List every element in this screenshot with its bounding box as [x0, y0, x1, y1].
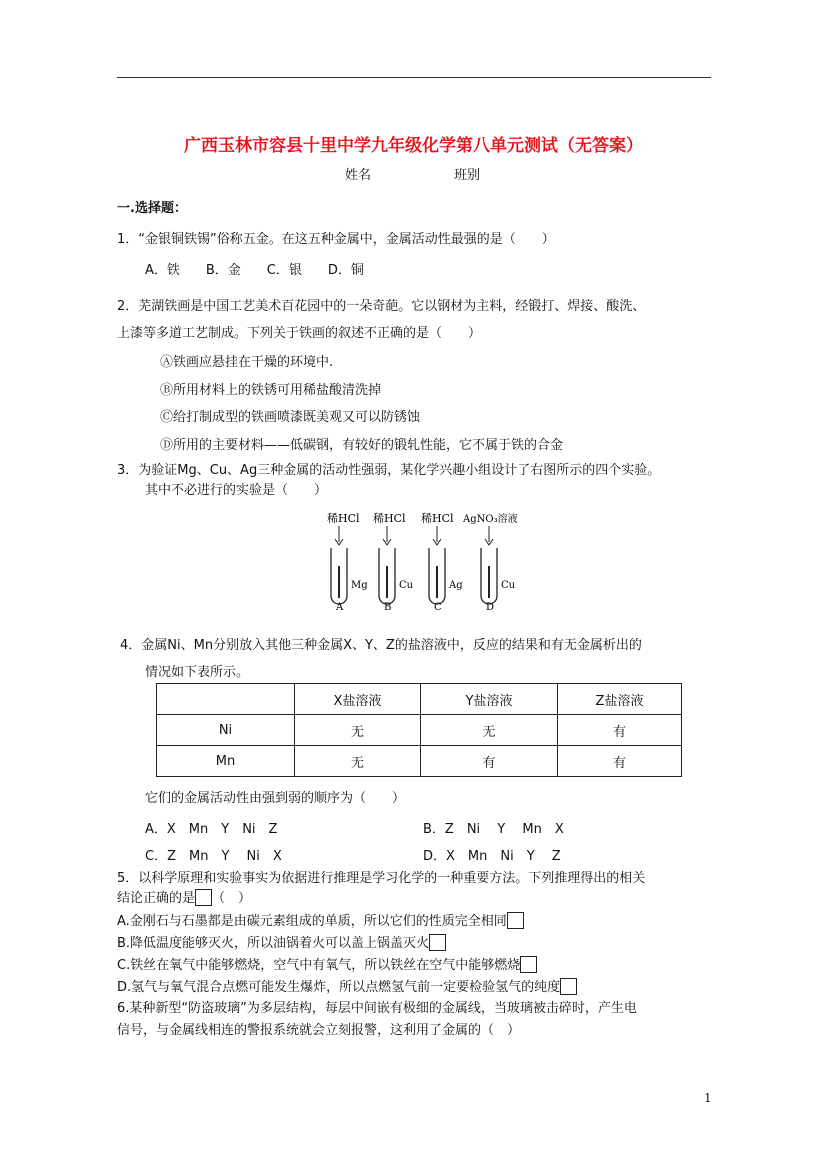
table-cell: 无	[295, 715, 421, 746]
name-label: 姓名	[345, 168, 372, 183]
q6-stem-line2: 信号，与金属线相连的警报系统就会立刻报警，这利用了金属的（ ）	[117, 1023, 521, 1038]
tube-a-metal: Mg	[351, 580, 368, 591]
q3-stem-line2: 其中不必进行的实验是（ ）	[145, 483, 328, 498]
table-row	[157, 715, 682, 746]
table-header-cell: Z盐溶液	[558, 684, 682, 715]
answer-box[interactable]	[429, 934, 446, 951]
tube-d-metal: Cu	[501, 580, 516, 591]
tube-c	[421, 511, 463, 613]
answer-box[interactable]	[507, 912, 524, 929]
q2-stem-line1: 2．芜湖铁画是中国工艺美术百花园中的一朵奇葩。它以钢材为主料，经锻打、焊接、酸洗、	[117, 299, 646, 314]
test-tubes-figure	[325, 506, 535, 614]
header-rule	[117, 77, 711, 78]
results-table	[156, 683, 682, 777]
q2-option-c: Ⓒ给打制成型的铁画喷漆既美观又可以防锈蚀	[160, 410, 421, 425]
tube-a-letter: A	[336, 602, 344, 613]
q1-stem: 1．“金银铜铁锡”俗称五金。在这五种金属中，金属活动性最强的是（ ）	[117, 232, 555, 247]
table-header-cell: Y盐溶液	[421, 684, 558, 715]
q5-option-b	[117, 932, 446, 951]
q2-stem-line2: 上漆等多道工艺制成。下列关于铁画的叙述不正确的是（ ）	[117, 326, 482, 341]
tube-b-metal: Cu	[399, 580, 414, 591]
answer-box[interactable]	[195, 889, 212, 906]
tube-b-reagent: 稀HCl	[373, 512, 406, 525]
q5-option-b-text: B.降低温度能够灭火，所以油锅着火可以盖上锅盖灭火	[117, 936, 430, 951]
answer-box[interactable]	[560, 978, 577, 995]
table-cell: 无	[295, 746, 421, 777]
q5-option-d-text: D.氢气与氧气混合点燃可能发生爆炸，所以点燃氢气前一定要检验氢气的纯度	[117, 980, 561, 995]
tube-d-reagent: AgNO₃溶液	[463, 514, 518, 525]
q4-stem-line1: 4．金属Ni、Mn分别放入其他三种金属X、Y、Z的盐溶液中，反应的结果和有无金属析出的	[120, 638, 642, 653]
tube-a-reagent: 稀HCl	[327, 512, 360, 525]
table-cell: Mn	[157, 746, 295, 777]
q5-option-c-text: C.铁丝在氧气中能够燃烧，空气中有氧气，所以铁丝在空气中能够燃烧	[117, 958, 521, 973]
q4-option-b: B．Z Ni Y Mn X	[423, 822, 564, 837]
table-header-cell: X盐溶液	[295, 684, 421, 715]
tube-d-letter: D	[486, 602, 495, 613]
q5-option-d	[117, 976, 577, 995]
q4-option-a: A．X Mn Y Ni Z	[145, 822, 278, 837]
q5-option-a	[117, 910, 524, 929]
q5-stem-line2	[117, 887, 251, 906]
table-cell: Ni	[157, 715, 295, 746]
section-heading: 一.选择题：	[117, 201, 187, 216]
tube-c-metal: Ag	[449, 580, 463, 591]
q2-option-b: Ⓑ所用材料上的铁锈可用稀盐酸清洗掉	[160, 383, 382, 398]
q4-question: 它们的金属活动性由强到弱的顺序为（ ）	[145, 791, 406, 806]
q2-option-a: Ⓐ铁画应悬挂在干燥的环境中.	[160, 355, 334, 370]
table-header-cell	[157, 684, 295, 715]
table-row	[157, 746, 682, 777]
page-number: 1	[704, 1091, 712, 1105]
tube-b-letter: B	[384, 602, 392, 613]
q5-stem-line1: 5．以科学原理和实验事实为依据进行推理是学习化学的一种重要方法。下列推理得出的相关	[117, 871, 646, 886]
q4-option-d: D．X Mn Ni Y Z	[423, 849, 561, 864]
table-cell: 无	[421, 715, 558, 746]
q5-option-a-text: A.金刚石与石墨都是由碳元素组成的单质，所以它们的性质完全相同	[117, 914, 507, 929]
q4-stem-line2: 情况如下表所示。	[145, 665, 250, 680]
tube-c-letter: C	[434, 602, 442, 613]
table-header-row	[157, 684, 682, 715]
q2-option-d: Ⓓ所用的主要材料——低碳钢，有较好的锻轧性能，它不属于铁的合金	[160, 438, 564, 453]
q1-options: A．铁 B．金 C．银 D．铜	[145, 263, 364, 278]
q6-stem-line1: 6.某种新型“防盗玻璃”为多层结构，每层中间嵌有极细的金属线，当玻璃被击碎时，产生电	[117, 1001, 637, 1016]
q5-stem-text: 结论正确的是	[117, 891, 196, 906]
q5-option-c	[117, 954, 537, 973]
table-cell: 有	[558, 746, 682, 777]
tube-c-reagent: 稀HCl	[421, 512, 454, 525]
tube-a	[327, 511, 368, 613]
table-cell: 有	[421, 746, 558, 777]
table-cell: 有	[558, 715, 682, 746]
page-title: 广西玉林市容县十里中学九年级化学第八单元测试（无答案）	[184, 136, 643, 156]
tube-d	[462, 512, 518, 613]
tube-b	[373, 511, 414, 613]
q5-paren: （ ）	[212, 891, 252, 906]
answer-box[interactable]	[520, 956, 537, 973]
class-label: 班别	[454, 168, 481, 183]
q4-option-c: C．Z Mn Y Ni X	[145, 849, 282, 864]
q3-stem-line1: 3．为验证Mg、Cu、Ag三种金属的活动性强弱，某化学兴趣小组设计了右图所示的四个实验。	[117, 463, 661, 478]
